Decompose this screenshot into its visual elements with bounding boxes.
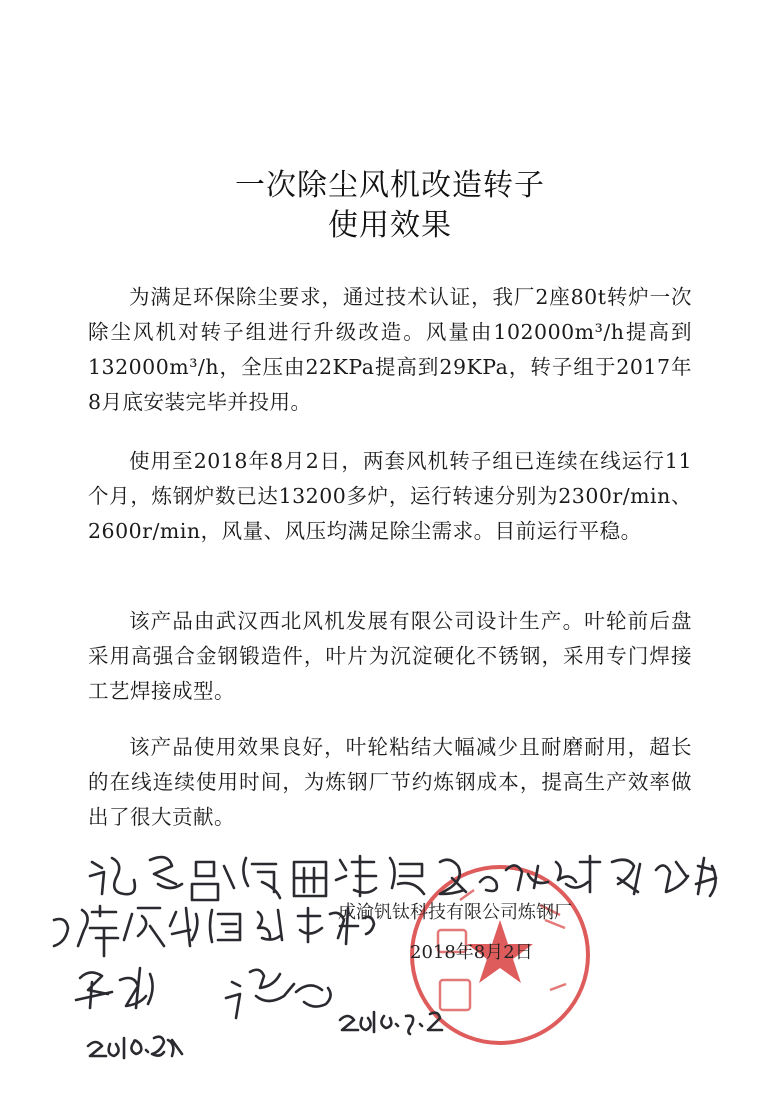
document-date: 2018年8月2日	[410, 942, 533, 963]
paragraph-1-text: 为满足环保除尘要求，通过技术认证，我厂2座80t转炉一次除尘风机对转子组进行升级改造。风量由102000m³/h提高到132000m³/h，全压由22KPa提高到29KPa，转子组于2017年8月底安装完毕并投用。	[88, 285, 692, 414]
signature-1	[76, 968, 182, 1058]
signature-2	[226, 970, 442, 1034]
organization-name: 成渝钒钛科技有限公司炼钢厂	[338, 902, 572, 923]
handwritten-comment-line2	[54, 906, 374, 956]
paragraph-3-text: 该产品由武汉西北风机发展有限公司设计生产。叶轮前后盘采用高强合金钢锻造件，叶片为沉淀硬化不锈钢，采用专门焊接工艺焊接成型。	[88, 609, 692, 703]
handwritten-comment-line1	[90, 856, 716, 900]
document-title-line1: 一次除尘风机改造转子	[235, 168, 545, 203]
paragraph-4-text: 该产品使用效果良好，叶轮粘结大幅减少且耐磨耐用，超长的在线连续使用时间，为炼钢厂节约炼钢成本，提高生产效率做出了很大贡献。	[88, 735, 692, 829]
paragraph-2-text: 使用至2018年8月2日，两套风机转子组已连续在线运行11个月，炼钢炉数已达13200多炉，运行转速分别为2300r/min、2600r/min，风量、风压均满足除尘需求。目前运行平稳。	[88, 449, 692, 543]
document-title-line2: 使用效果	[328, 208, 452, 243]
